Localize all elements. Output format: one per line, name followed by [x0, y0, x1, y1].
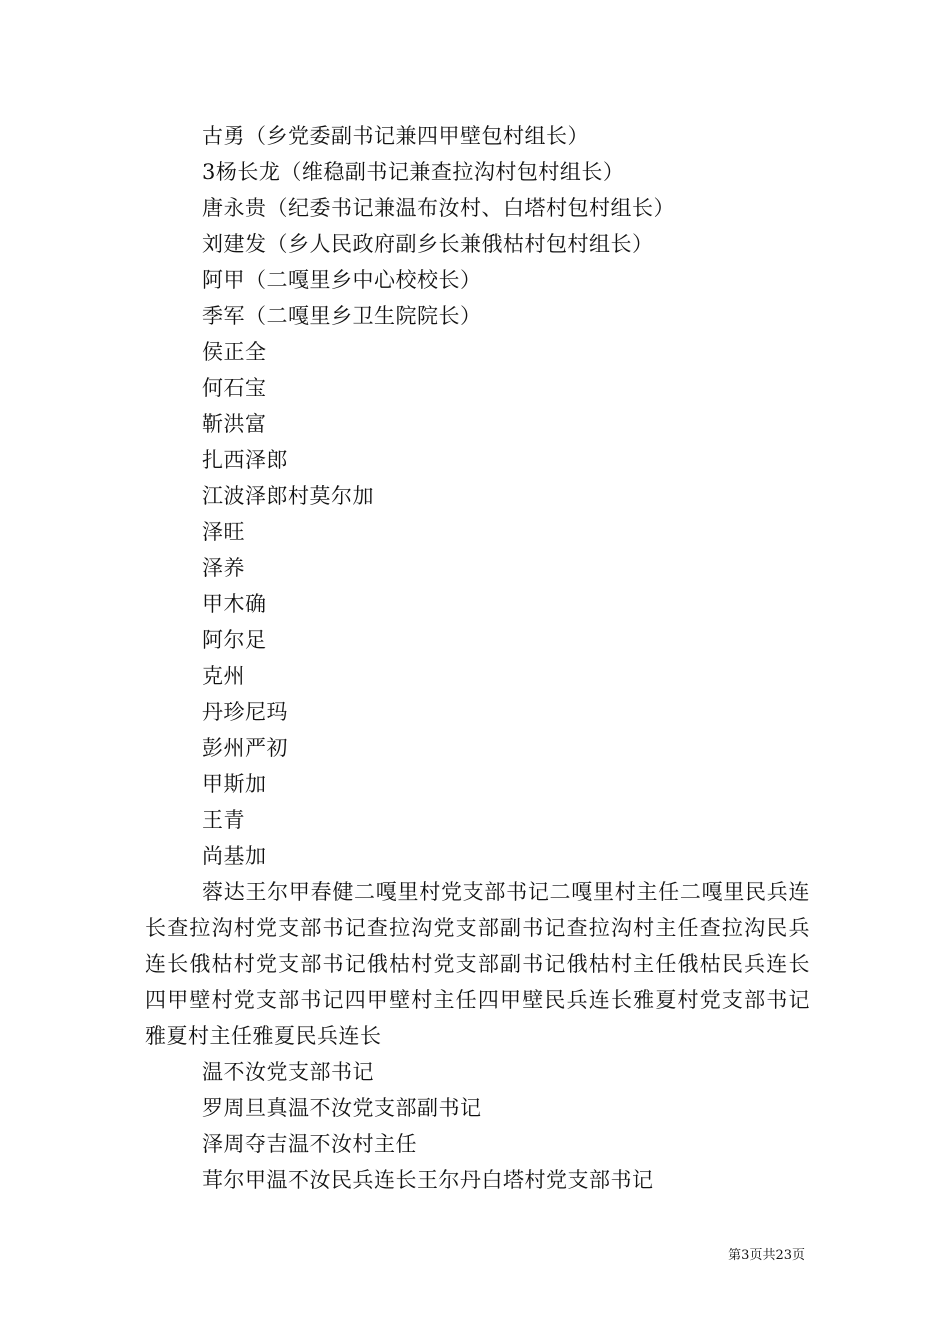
text-line: 温不汝党支部书记 — [202, 1060, 374, 1084]
text-line: 阿甲（二嘎里乡中心校校长） — [202, 268, 482, 292]
text-line: 何石宝 — [202, 376, 267, 400]
text-line: 阿尔足 — [202, 628, 267, 652]
text-line: 王青 — [202, 808, 245, 832]
text-line: 丹珍尼玛 — [202, 700, 288, 724]
text-line: 泽周夺吉温不汝村主任 — [202, 1132, 417, 1156]
text-line: 江波泽郎村莫尔加 — [202, 484, 374, 508]
page-number-footer: 第3页共23页 — [728, 1248, 805, 1263]
text-line: 唐永贵（纪委书记兼温布汝村、白塔村包村组长） — [202, 196, 675, 220]
text-line: 彭州严初 — [202, 736, 288, 760]
text-line: 扎西泽郎 — [202, 448, 288, 472]
text-line: 尚基加 — [202, 844, 267, 868]
text-line: 刘建发（乡人民政府副乡长兼俄枯村包村组长） — [202, 232, 654, 256]
text-line: 侯正全 — [202, 340, 267, 364]
text-line: 克州 — [202, 664, 245, 688]
text-line: 罗周旦真温不汝党支部副书记 — [202, 1096, 482, 1120]
text-line: 甲木确 — [202, 592, 267, 616]
text-line: 茸尔甲温不汝民兵连长王尔丹白塔村党支部书记 — [202, 1168, 654, 1192]
text-line: 古勇（乡党委副书记兼四甲壁包村组长） — [202, 124, 589, 148]
text-line: 甲斯加 — [202, 772, 267, 796]
text-line: 泽旺 — [202, 520, 245, 544]
body-paragraph: 蓉达王尔甲春健二嘎里村党支部书记二嘎里村主任二嘎里民兵连长查拉沟村党支部书记查拉沟党支部副书记查拉沟村主任查拉沟民兵连长俄枯村党支部书记俄枯村党支部副书记俄枯村主任俄枯民兵连长四甲壁村党支部书记四甲壁村主任四甲壁民兵连长雅夏村党支部书记雅夏村主任雅夏民兵连长 — [145, 880, 810, 1048]
text-line: 季军（二嘎里乡卫生院院长） — [202, 304, 482, 328]
text-line: 泽养 — [202, 556, 245, 580]
text-line: 3杨长龙（维稳副书记兼查拉沟村包村组长） — [202, 160, 625, 184]
document-body — [145, 118, 810, 1198]
text-line: 靳洪富 — [202, 412, 267, 436]
